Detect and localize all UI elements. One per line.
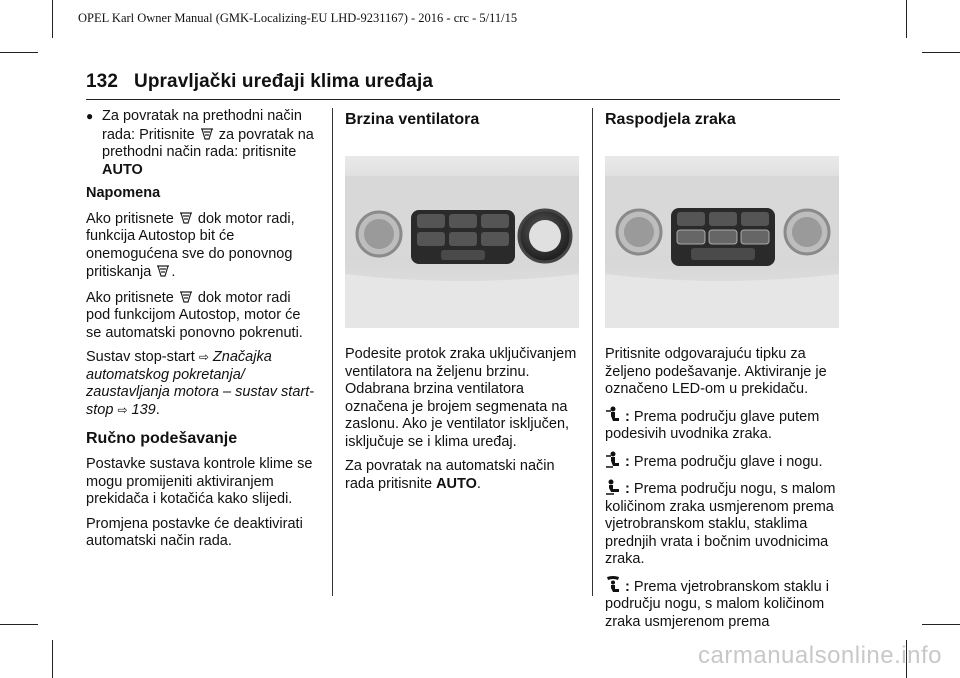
paragraph	[345, 458, 581, 493]
colon: :	[625, 578, 630, 595]
column-divider	[592, 108, 593, 596]
watermark: carmanualsonline.info	[698, 642, 942, 669]
bullet-dot: ●	[86, 109, 94, 123]
arrow-ref-icon: ⇨	[198, 350, 209, 364]
crop-mark	[906, 0, 907, 38]
recirculation-icon	[178, 210, 194, 226]
heading-rule	[86, 99, 840, 100]
crop-mark	[52, 0, 53, 38]
page-title	[86, 71, 433, 93]
note-paragraph	[86, 210, 318, 282]
paragraph: Postavke sustava kontrole klime se mogu promijeniti aktiviranjem prekidača i kotačića kako slijedi.	[86, 456, 313, 507]
crop-mark	[922, 624, 960, 625]
distribution-text: Prema području glave i nogu.	[633, 453, 823, 470]
recirculation-icon	[199, 126, 215, 142]
distribution-text: Prema području glave putem podesivih uvodnika zraka.	[605, 408, 820, 442]
paragraph-text: .	[476, 475, 481, 492]
recirculation-icon	[155, 263, 171, 279]
note-text: Ako pritisnete	[86, 210, 174, 227]
page-title-text: Upravljački uređaji klima uređaja	[134, 71, 434, 92]
section-heading: Brzina ventilatora	[345, 111, 480, 128]
distribution-item	[605, 451, 843, 472]
paragraph: Podesite protok zraka uključivanjem ventilatora na željenu brzinu. Odabrana brzina ventilatora označena je brojem segmenata na zaslonu. Ako je ventilator isključen, isključuje se i klima uređaj.	[345, 346, 577, 450]
crop-mark	[0, 52, 38, 53]
bullet-text-a: Za povratak na prethodni način rada: Pritisnite	[102, 108, 302, 143]
note-paragraph	[86, 289, 318, 343]
head-foot-icon	[605, 451, 621, 469]
bullet-text-b: za povratak na prethodni način rada: pritisnite	[102, 126, 314, 160]
note-text: Ako pritisnete	[86, 289, 174, 306]
crop-mark	[0, 624, 38, 625]
head-vent-icon	[605, 406, 621, 424]
crop-mark	[922, 52, 960, 53]
column-divider	[332, 108, 333, 596]
distribution-item	[605, 478, 843, 569]
climate-panel-photo	[345, 156, 579, 328]
note-heading: Napomena	[86, 185, 161, 201]
paragraph-text: Za povratak na automatski način rada pritisnite	[345, 458, 555, 492]
paragraph: Promjena postavke će deaktivirati automatski način rada.	[86, 515, 303, 549]
column-1	[86, 108, 318, 558]
reference-page[interactable]: 139	[131, 401, 156, 418]
bullet-item	[86, 108, 318, 179]
paragraph: Pritisnite odgovarajuću tipku za željeno podešavanje. Aktiviranje je označeno LED-om u prekidaču.	[605, 346, 827, 397]
reference-text: Sustav stop-start	[86, 349, 195, 365]
windshield-foot-icon	[605, 576, 621, 594]
reference-text: .	[155, 401, 160, 418]
foot-icon	[605, 478, 621, 496]
recirculation-icon	[178, 289, 194, 305]
auto-label: AUTO	[102, 161, 143, 178]
section-heading: Ručno podešavanje	[86, 430, 238, 447]
reference-link[interactable]: Značajka automatskog pokretanja/ zaustavljanja motora – sustav start-stop	[86, 349, 315, 418]
column-3	[605, 108, 843, 638]
distribution-item	[605, 576, 843, 632]
distribution-text: Prema području nogu, s malom količinom zraka usmjerenom prema vjetrobranskom staklu, staklima prednjih vrata i bočnim uvodnicima zraka.	[605, 481, 836, 567]
arrow-ref-icon: ⇨	[117, 402, 128, 417]
colon: :	[625, 453, 630, 470]
air-distribution-photo	[605, 156, 839, 328]
cross-reference	[86, 349, 318, 419]
section-heading: Raspodjela zraka	[605, 111, 736, 128]
note-text: dok motor radi, funkcija Autostop bit će onemogućena sve do ponovnog pritiskanja	[86, 210, 295, 280]
auto-label: AUTO	[436, 475, 477, 492]
colon: :	[625, 481, 630, 497]
note-text: .	[171, 264, 176, 280]
colon: :	[625, 408, 630, 425]
column-2	[345, 108, 581, 500]
distribution-item	[605, 406, 843, 444]
crop-mark	[52, 640, 53, 678]
page-number: 132	[86, 71, 119, 92]
distribution-text: Prema vjetrobranskom staklu i području nogu, s malom količinom zraka usmjerenom prema	[605, 578, 829, 630]
note-text: dok motor radi pod funkcijom Autostop, motor će se automatski ponovno pokrenuti.	[86, 289, 303, 341]
document-meta: OPEL Karl Owner Manual (GMK-Localizing-EU LHD-9231167) - 2016 - crc - 5/11/15	[78, 11, 518, 25]
